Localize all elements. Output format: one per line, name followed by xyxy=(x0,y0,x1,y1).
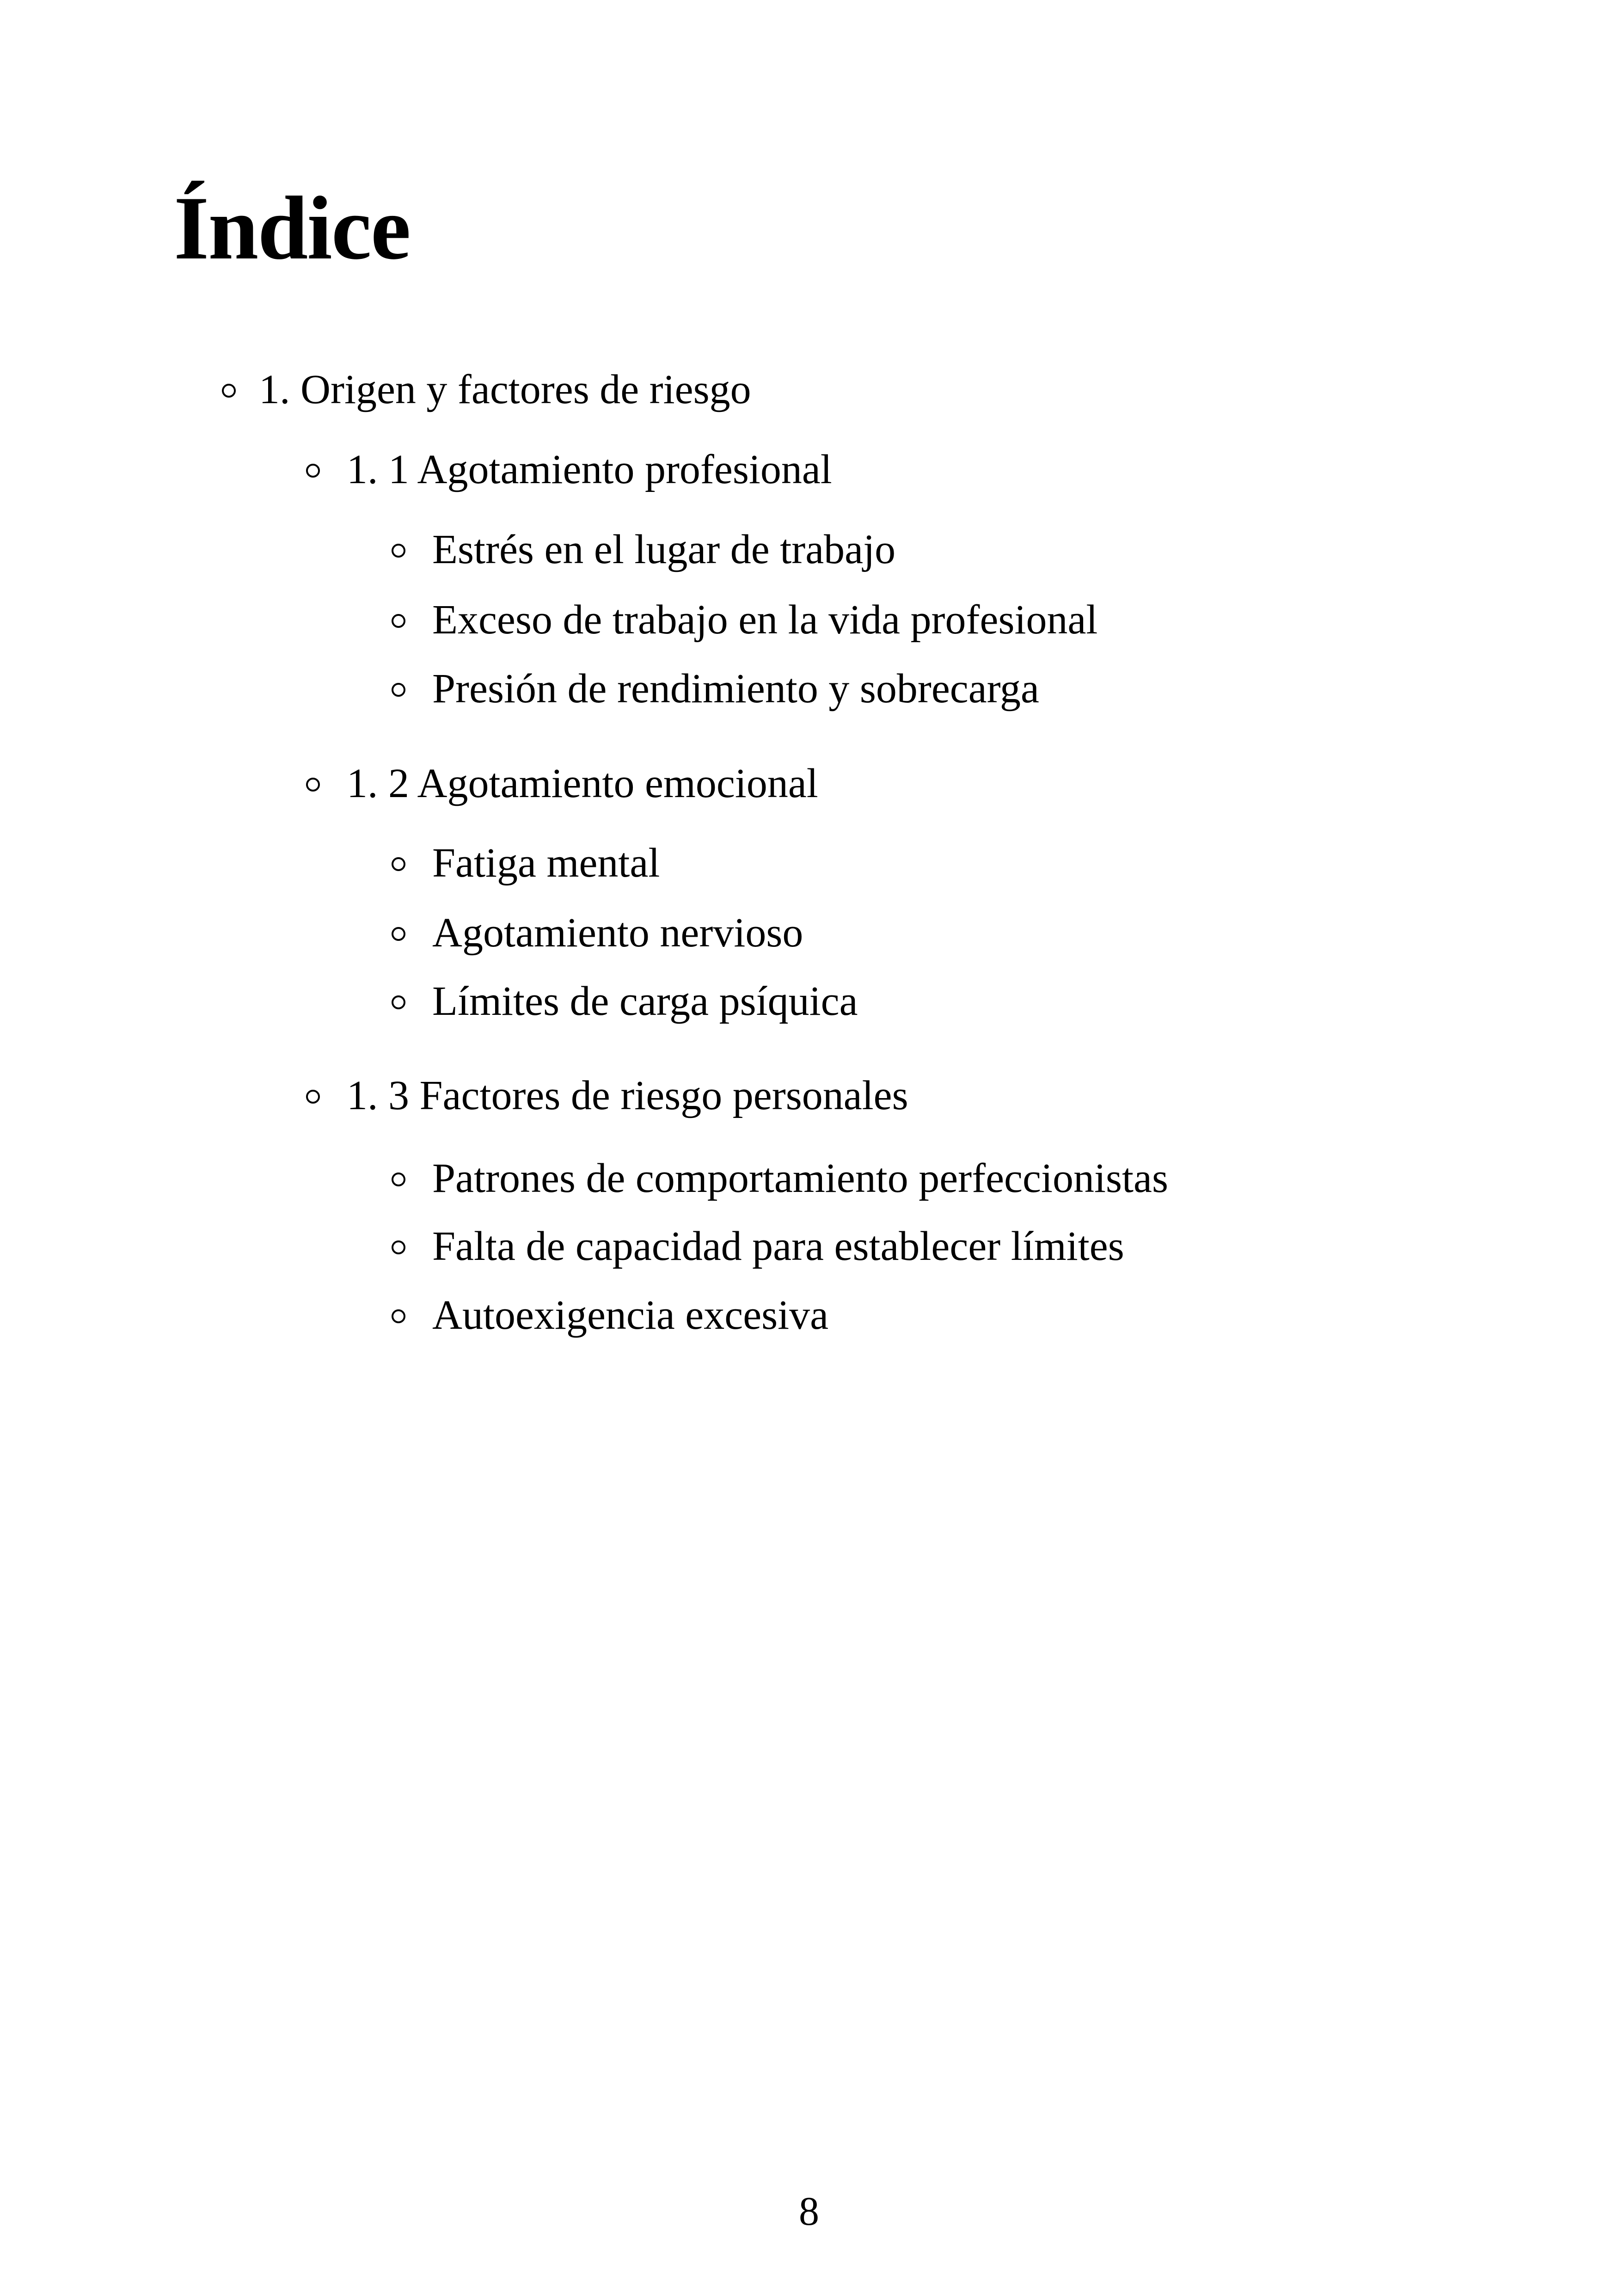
hollow-circle-bullet-icon xyxy=(392,1173,405,1186)
toc-subitem-label: Falta de capacidad para establecer límites xyxy=(432,1223,1124,1269)
toc-chapter-label: 1. Origen y factores de riesgo xyxy=(259,367,751,412)
hollow-circle-bullet-icon xyxy=(306,1090,320,1104)
hollow-circle-bullet-icon xyxy=(392,927,405,941)
toc-subitem-label: Patrones de comportamiento perfeccionistas xyxy=(432,1155,1168,1201)
toc-subitem[interactable] xyxy=(432,668,1039,710)
hollow-circle-bullet-icon xyxy=(392,544,405,558)
hollow-circle-bullet-icon xyxy=(392,683,405,697)
toc-subitem[interactable] xyxy=(432,978,858,1024)
toc-subitem[interactable] xyxy=(432,842,660,884)
toc-subitem[interactable] xyxy=(432,1155,1168,1201)
toc-section-label: 1. 3 Factores de riesgo personales xyxy=(347,1073,908,1118)
toc-subitem[interactable] xyxy=(432,1223,1124,1269)
toc-subitem[interactable] xyxy=(432,1292,829,1338)
toc-subitem-label: Estrés en el lugar de trabajo xyxy=(432,527,896,572)
toc-subitem-label: Agotamiento nervioso xyxy=(432,910,803,956)
hollow-circle-bullet-icon xyxy=(306,778,320,792)
toc-subitem-label: Presión de rendimiento y sobrecarga xyxy=(432,666,1039,712)
toc-subitem[interactable] xyxy=(432,912,803,954)
toc-section-label: 1. 2 Agotamiento emocional xyxy=(347,761,818,806)
toc-subitem-label: Límites de carga psíquica xyxy=(432,978,858,1024)
toc-subitem-label: Autoexigencia excesiva xyxy=(432,1292,829,1338)
toc-section-1-3[interactable] xyxy=(347,1075,908,1117)
toc-subitem-label: Fatiga mental xyxy=(432,840,660,886)
page-title: Índice xyxy=(174,178,410,278)
toc-chapter-1[interactable] xyxy=(259,369,751,411)
hollow-circle-bullet-icon xyxy=(392,1309,405,1323)
hollow-circle-bullet-icon xyxy=(392,995,405,1009)
toc-subitem[interactable] xyxy=(432,599,1097,641)
toc-subitem-label: Exceso de trabajo en la vida profesional xyxy=(432,597,1098,643)
hollow-circle-bullet-icon xyxy=(392,857,405,871)
toc-section-1-2[interactable] xyxy=(347,763,818,804)
page-number: 8 xyxy=(799,2189,819,2234)
hollow-circle-bullet-icon xyxy=(222,384,236,398)
hollow-circle-bullet-icon xyxy=(306,464,320,478)
toc-section-label: 1. 1 Agotamiento profesional xyxy=(347,447,832,492)
toc-subitem[interactable] xyxy=(432,529,895,571)
toc-section-1-1[interactable] xyxy=(347,449,832,491)
hollow-circle-bullet-icon xyxy=(392,1240,405,1254)
hollow-circle-bullet-icon xyxy=(392,614,405,628)
